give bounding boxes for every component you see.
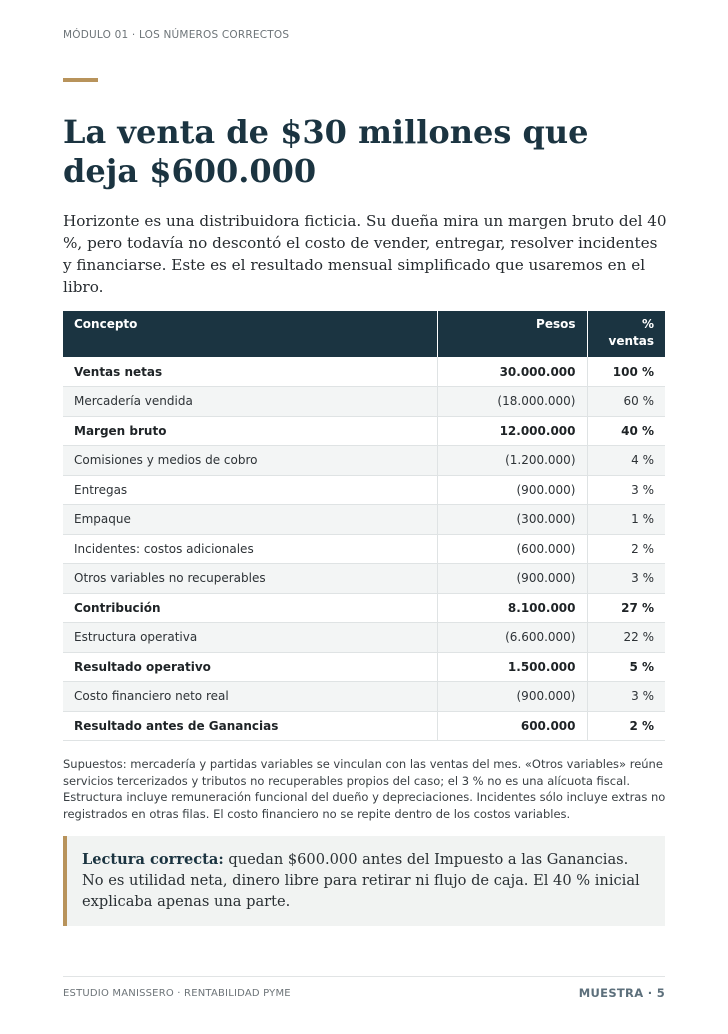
cell-pesos: (900.000) — [437, 682, 587, 712]
callout-box — [63, 836, 665, 926]
cell-pesos: (600.000) — [437, 534, 587, 564]
cell-pct-ventas: 3 % — [587, 682, 665, 712]
cell-pesos: (18.000.000) — [437, 387, 587, 417]
column-header-pesos: Pesos — [437, 311, 587, 357]
cell-concepto: Resultado operativo — [63, 652, 437, 682]
footer-publisher: ESTUDIO MANISSERO · RENTABILIDAD PYME — [63, 988, 291, 999]
income-statement-table — [63, 311, 665, 741]
cell-pesos: (300.000) — [437, 505, 587, 535]
column-header-pct-ventas: % ventas — [587, 311, 665, 357]
cell-pesos: 1.500.000 — [437, 652, 587, 682]
cell-pesos: 600.000 — [437, 711, 587, 741]
cell-pct-ventas: 2 % — [587, 711, 665, 741]
cell-pct-ventas: 1 % — [587, 505, 665, 535]
cell-pesos: 8.100.000 — [437, 593, 587, 623]
table-row — [63, 593, 665, 623]
table-row — [63, 505, 665, 535]
cell-pesos: (900.000) — [437, 564, 587, 594]
cell-concepto: Ventas netas — [63, 357, 437, 387]
table-row — [63, 652, 665, 682]
cell-concepto: Margen bruto — [63, 416, 437, 446]
cell-concepto: Contribución — [63, 593, 437, 623]
cell-pesos: (900.000) — [437, 475, 587, 505]
table-row — [63, 534, 665, 564]
assumptions-note: Supuestos: mercadería y partidas variables se vinculan con las ventas del mes. «Otros variables» reúne servicios tercerizados y tributos no recuperables propios del caso; el 3 % no es una alícuota fiscal. Estructura incluye remuneración funcional del dueño y depreciaciones. Incidentes sólo incluye extras no registrados en otras filas. El costo financiero no se repite dentro de los costos variables. — [63, 757, 666, 821]
page-title: La venta de $30 millones que deja $600.000 — [63, 113, 589, 190]
footer-divider — [63, 976, 665, 977]
footer-page-number: MUESTRA · 5 — [578, 986, 665, 1000]
cell-pct-ventas: 4 % — [587, 446, 665, 476]
cell-pct-ventas: 100 % — [587, 357, 665, 387]
cell-pesos: (1.200.000) — [437, 446, 587, 476]
cell-pesos: (6.600.000) — [437, 623, 587, 653]
cell-concepto: Mercadería vendida — [63, 387, 437, 417]
cell-pct-ventas: 60 % — [587, 387, 665, 417]
table-header-row — [63, 311, 665, 357]
cell-pct-ventas: 3 % — [587, 475, 665, 505]
table-row — [63, 446, 665, 476]
cell-concepto: Costo financiero neto real — [63, 682, 437, 712]
table-row — [63, 357, 665, 387]
cell-pct-ventas: 22 % — [587, 623, 665, 653]
intro-paragraph: Horizonte es una distribuidora ficticia. Su dueña mira un margen bruto del 40 %, pero todavía no descontó el costo de vender, entregar, resolver incidentes y financiarse. Este es el resultado mensual simplificado que usaremos en el libro. — [63, 212, 667, 296]
table-row — [63, 564, 665, 594]
accent-rule — [63, 78, 98, 82]
callout-text — [82, 849, 651, 912]
cell-pct-ventas: 5 % — [587, 652, 665, 682]
cell-concepto: Otros variables no recuperables — [63, 564, 437, 594]
cell-concepto: Comisiones y medios de cobro — [63, 446, 437, 476]
cell-concepto: Incidentes: costos adicionales — [63, 534, 437, 564]
table-row — [63, 711, 665, 741]
column-header-concepto: Concepto — [63, 311, 437, 357]
cell-pct-ventas: 40 % — [587, 416, 665, 446]
cell-concepto: Entregas — [63, 475, 437, 505]
table-body — [63, 357, 665, 741]
table-row — [63, 387, 665, 417]
cell-pct-ventas: 27 % — [587, 593, 665, 623]
cell-pct-ventas: 2 % — [587, 534, 665, 564]
callout-body: quedan $600.000 antes del Impuesto a las Ganancias. No es utilidad neta, dinero libre para retirar ni flujo de caja. El 40 % inicial explicaba apenas una parte. — [82, 851, 640, 910]
cell-pct-ventas: 3 % — [587, 564, 665, 594]
table-row — [63, 623, 665, 653]
table-row — [63, 416, 665, 446]
cell-concepto: Resultado antes de Ganancias — [63, 711, 437, 741]
cell-pesos: 30.000.000 — [437, 357, 587, 387]
cell-concepto: Estructura operativa — [63, 623, 437, 653]
module-eyebrow: MÓDULO 01 · LOS NÚMEROS CORRECTOS — [63, 29, 290, 41]
table-row — [63, 475, 665, 505]
cell-pesos: 12.000.000 — [437, 416, 587, 446]
callout-lead: Lectura correcta: — [82, 851, 224, 868]
cell-concepto: Empaque — [63, 505, 437, 535]
table-row — [63, 682, 665, 712]
